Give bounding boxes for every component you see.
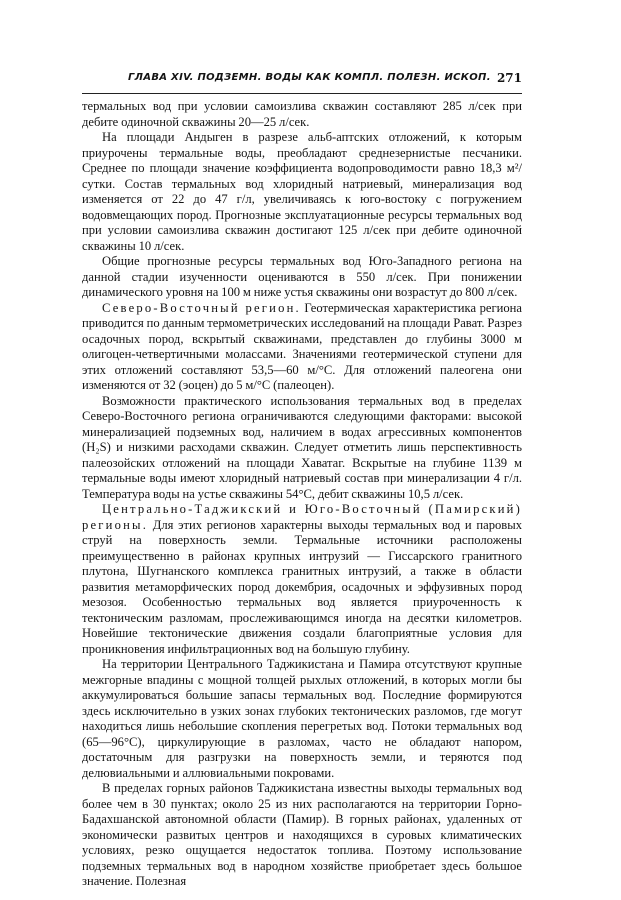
region-heading: Северо-Восточный регион. bbox=[102, 300, 301, 315]
paragraph-text: термальных вод при условии самоизлива скважин составляют 285 л/сек при дебите одиночной скважины 20—25 л/сек. bbox=[82, 99, 522, 129]
paragraph bbox=[82, 301, 522, 394]
paragraph bbox=[82, 781, 522, 890]
page-number: 271 bbox=[496, 71, 522, 85]
paragraph bbox=[82, 502, 522, 657]
paragraph-text: Возможности практического использования термальных вод в пределах Северо-Восточного региона ограничиваются следующими факторами: высокой минерализацией подземных вод, наличием в водах агрессивных компонентов (H₂S) и низкими расходами скважин. Следует отметить лишь перспективность палеозойских отложений на площади Хаватаг. Вскрытые на глубине 1139 м термальные воды имеют хлоридный натриевый состав при минерализации 4 г/л. Температура воды на устье скважины 54°С, дебит скважины 10,5 л/сек. bbox=[82, 393, 522, 501]
paragraph bbox=[82, 657, 522, 781]
paragraph bbox=[82, 130, 522, 254]
region-heading: Центрально-Таджикский и Юго-Восточный (Памирский) регионы. bbox=[82, 502, 522, 532]
paragraph-text: На площади Андыген в разрезе альб-аптских отложений, к которым приурочены термальные воды, преобладают среднезернистые песчаники. Среднее по площади значение коэффициента водопроводимости равно 18,3 м²/сутки. Состав термальных вод хлоридный натриевый, минерализация вод изменяется от 22 до 47 г/л, увеличиваясь к юго-востоку с погружением водовмещающих пород. Прогнозные эксплуатационные ресурсы термальных вод при условии самоизлива скважин достигают 125 л/сек при дебите одиночной скважины 10 л/сек. bbox=[82, 130, 522, 253]
chapter-title: ГЛАВА XIV. ПОДЗЕМН. ВОДЫ КАК КОМПЛ. ПОЛЕЗН. ИСКОП. bbox=[128, 72, 491, 83]
running-head bbox=[82, 70, 522, 88]
paragraph-text: На территории Центрального Таджикистана и Памира отсутствуют крупные межгорные впадины с мощной толщей рыхлых отложений, в которых могли бы аккумулироваться большие запасы термальных вод. Последние формируются здесь исключительно в узких зонах глубоких тектонических разломов, где могут находиться лишь небольшие скопления перегретых вод. Потоки термальных вод (65—96°С), циркулирующие в разломах, часто не обладают напором, достаточным для разгрузки на поверхность земли, и теряются под делювиальными и аллювиальными покровами. bbox=[82, 657, 522, 780]
paragraph bbox=[82, 254, 522, 301]
paragraph bbox=[82, 394, 522, 503]
paragraph-text: Для этих регионов характерны выходы термальных вод и паровых струй на поверхность земли. Термальные источники расположены преимущественно в районах крупных интрузий — Гиссарского гранитного плутона, Шугнанского комплекса гранитных интрузий, а также в области развития метаморфических пород докембрия, осадочных и эффузивных пород мезозоя. Особенностью термальных вод является приуроченность к тектоническим разломам, прослеживающимся иногда на десятки километров. Новейшие тектонические движения создали благоприятные условия для проникновения инфильтрационных вод на большую глубину. bbox=[82, 517, 522, 656]
paragraph-text: В пределах горных районов Таджикистана известны выходы термальных вод более чем в 30 пунктах; около 25 из них располагаются на территории Горно-Бадахшанской автономной области (Памир). В горных районах, удаленных от экономически развитых центров и находящихся в суровых климатических условиях, резко ощущается недостаток топлива. Поэтому использование подземных термальных вод в народном хозяйстве приобретает здесь большое значение. Полезная bbox=[82, 781, 522, 888]
paragraph bbox=[82, 99, 522, 130]
paragraph-text: Общие прогнозные ресурсы термальных вод Юго-Западного региона на данной стадии изученности оцениваются в 550 л/сек. При понижении динамического уровня на 100 м ниже устья скважины они возрастут до 800 л/сек. bbox=[82, 254, 522, 299]
body-text bbox=[82, 99, 522, 890]
header-rule bbox=[82, 93, 522, 94]
paragraph-text: Геотермическая характеристика региона приводится по данным термометрических исследований на площади Рават. Разрез осадочных пород, вскрытый скважинами, представлен до глубины 3000 м олигоцен-четвертичными молассами. Значениями геотермической ступени для этих отложений составляют 53,5—60 м/°С. Для отложений палеогена они изменяются от 32 (эоцен) до 5 м/°С (палеоцен). bbox=[82, 300, 523, 392]
